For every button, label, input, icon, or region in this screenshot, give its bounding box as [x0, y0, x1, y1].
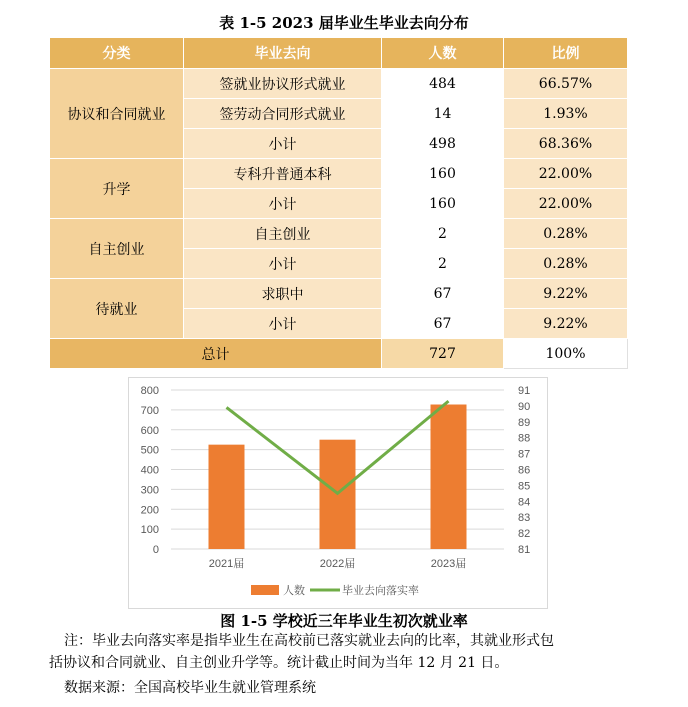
- x-tick-label: 2022届: [319, 558, 356, 570]
- ratio-cell: 9.22%: [504, 309, 628, 339]
- ratio-cell: 68.36%: [504, 129, 628, 159]
- destination-cell: 签劳动合同形式就业: [184, 99, 382, 129]
- total-ratio: 100%: [504, 339, 628, 369]
- y-right-tick-label: 91: [518, 385, 531, 397]
- employment-chart: [128, 377, 548, 609]
- data-source-note: 数据来源：全国高校毕业生就业管理系统: [64, 680, 316, 696]
- destination-cell: 签就业协议形式就业: [184, 69, 382, 99]
- y-right-tick-label: 84: [518, 496, 531, 509]
- note-line-1: 注：毕业去向落实率是指毕业生在高校前已落实就业去向的比率，其就业形式包: [64, 633, 554, 649]
- count-cell: 2: [382, 249, 504, 279]
- destination-cell: 小计: [184, 309, 382, 339]
- y-left-tick-label: 600: [140, 424, 159, 437]
- y-right-tick-label: 83: [518, 512, 531, 525]
- count-cell: 14: [382, 99, 504, 129]
- count-cell: 160: [382, 159, 504, 189]
- count-cell: 484: [382, 69, 504, 99]
- header-count: 人数: [382, 38, 504, 69]
- note-line-2: 括协议和合同就业、自主创业升学等。统计截止时间为当年 12 月 21 日。: [49, 655, 509, 671]
- ratio-cell: 9.22%: [504, 279, 628, 309]
- y-right-tick-label: 87: [518, 448, 531, 461]
- destination-cell: 小计: [184, 129, 382, 159]
- y-right-tick-label: 82: [518, 528, 531, 541]
- y-left-tick-label: 700: [140, 404, 159, 417]
- count-cell: 2: [382, 219, 504, 249]
- table-row: [50, 159, 628, 189]
- table-row: [50, 69, 628, 99]
- y-left-tick-label: 100: [140, 524, 159, 537]
- x-tick-label: 2021届: [208, 558, 245, 570]
- total-count: 727: [382, 339, 504, 369]
- ratio-cell: 0.28%: [504, 219, 628, 249]
- y-right-tick-label: 85: [518, 480, 531, 493]
- header-category: 分类: [50, 38, 184, 69]
- y-right-tick-label: 90: [518, 400, 531, 413]
- table-total-row: [50, 339, 628, 369]
- table-row: [50, 219, 628, 249]
- ratio-cell: 22.00%: [504, 159, 628, 189]
- legend-bar-swatch: [251, 585, 279, 595]
- destination-table: [49, 37, 628, 369]
- table-caption: 表 1-5 2023 届毕业生毕业去向分布: [219, 14, 469, 32]
- figure-caption: 图 1-5 学校近三年毕业生初次就业率: [220, 612, 468, 630]
- y-left-tick-label: 800: [140, 385, 159, 397]
- header-destination: 毕业去向: [184, 38, 382, 69]
- table-header-row: [50, 38, 628, 69]
- count-cell: 498: [382, 129, 504, 159]
- chart-svg: [129, 378, 547, 608]
- table-row: [50, 279, 628, 309]
- y-left-tick-label: 200: [140, 504, 159, 517]
- y-right-tick-label: 89: [518, 416, 531, 429]
- y-right-tick-label: 86: [518, 464, 531, 477]
- category-cell: 升学: [50, 159, 184, 219]
- y-left-tick-label: 500: [140, 444, 159, 457]
- category-cell: 自主创业: [50, 219, 184, 279]
- bar-2021届: [209, 445, 245, 549]
- y-left-tick-label: 300: [140, 484, 159, 497]
- count-cell: 67: [382, 309, 504, 339]
- y-right-tick-label: 88: [518, 432, 531, 445]
- count-cell: 67: [382, 279, 504, 309]
- y-right-tick-label: 81: [518, 544, 531, 556]
- legend-line-label: 毕业去向落实率: [342, 585, 419, 597]
- ratio-cell: 1.93%: [504, 99, 628, 129]
- destination-cell: 小计: [184, 249, 382, 279]
- ratio-cell: 22.00%: [504, 189, 628, 219]
- category-cell: 协议和合同就业: [50, 69, 184, 159]
- category-cell: 待就业: [50, 279, 184, 339]
- count-cell: 160: [382, 189, 504, 219]
- y-left-tick-label: 0: [152, 544, 159, 556]
- destination-cell: 自主创业: [184, 219, 382, 249]
- x-tick-label: 2023届: [430, 558, 467, 570]
- legend-bar-label: 人数: [283, 585, 305, 597]
- destination-cell: 小计: [184, 189, 382, 219]
- y-left-tick-label: 400: [140, 464, 159, 477]
- ratio-cell: 0.28%: [504, 249, 628, 279]
- header-ratio: 比例: [504, 38, 628, 69]
- ratio-cell: 66.57%: [504, 69, 628, 99]
- destination-cell: 求职中: [184, 279, 382, 309]
- bar-2023届: [431, 405, 467, 549]
- total-label: 总计: [50, 339, 382, 369]
- destination-cell: 专科升普通本科: [184, 159, 382, 189]
